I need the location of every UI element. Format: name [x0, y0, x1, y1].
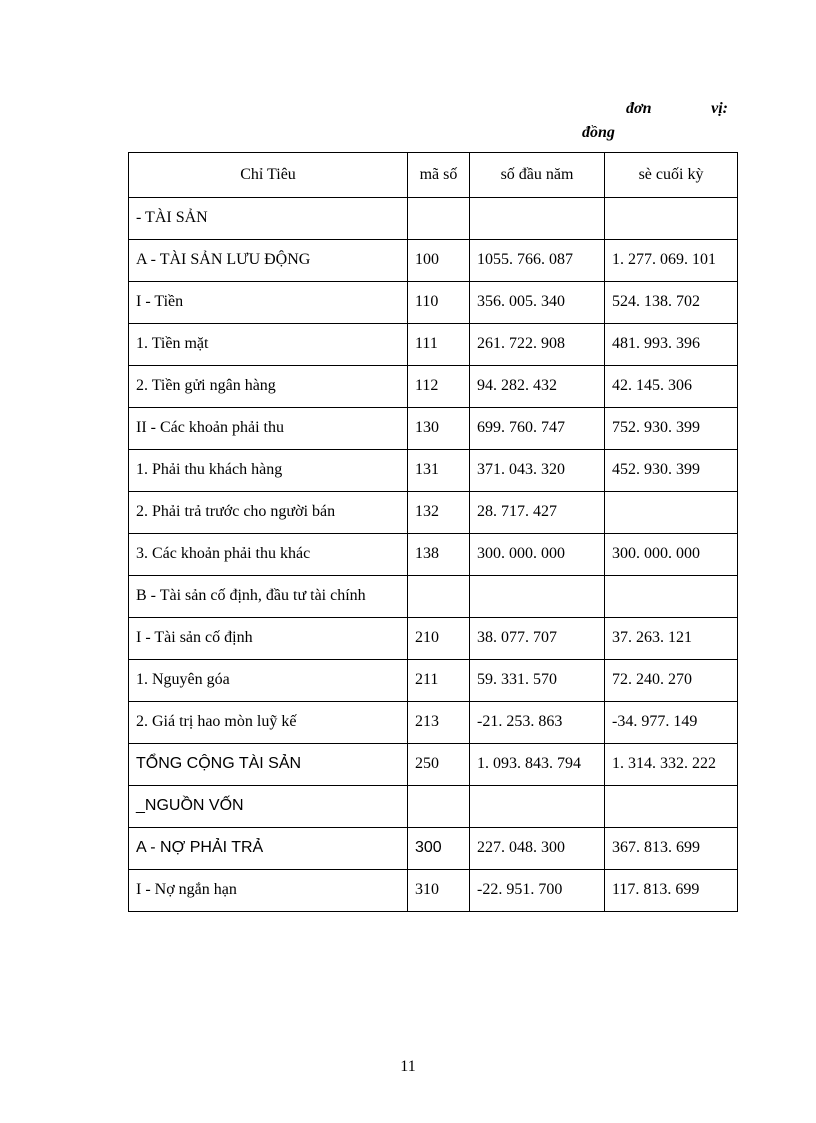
row-end-value: 42. 145. 306	[605, 366, 738, 408]
row-start-value: 1. 093. 843. 794	[470, 744, 605, 786]
row-end-value	[605, 492, 738, 534]
row-start-value: 300. 000. 000	[470, 534, 605, 576]
row-end-value: 367. 813. 699	[605, 828, 738, 870]
row-label: 1. Nguyên góa	[129, 660, 408, 702]
row-end-value	[605, 786, 738, 828]
row-label: II - Các khoản phải thu	[129, 408, 408, 450]
row-end-value	[605, 576, 738, 618]
table-row	[129, 744, 738, 786]
row-end-value: 1. 314. 332. 222	[605, 744, 738, 786]
row-start-value: 699. 760. 747	[470, 408, 605, 450]
row-code	[408, 786, 470, 828]
row-code: 131	[408, 450, 470, 492]
row-start-value	[470, 576, 605, 618]
unit-label-line2: đồng	[582, 124, 615, 141]
row-code: 210	[408, 618, 470, 660]
row-label: 3. Các khoản phải thu khác	[129, 534, 408, 576]
row-end-value: 452. 930. 399	[605, 450, 738, 492]
row-start-value: 371. 043. 320	[470, 450, 605, 492]
table-row	[129, 618, 738, 660]
table-row	[129, 702, 738, 744]
unit-label-line1: đơn vị:	[626, 100, 728, 117]
row-end-value: -34. 977. 149	[605, 702, 738, 744]
row-start-value: 59. 331. 570	[470, 660, 605, 702]
row-label: I - Tài sản cố định	[129, 618, 408, 660]
row-label: A - TÀI SẢN LƯU ĐỘNG	[129, 240, 408, 282]
row-label: _NGUỒN VỐN	[129, 786, 408, 828]
row-end-value	[605, 198, 738, 240]
row-label: I - Nợ ngắn hạn	[129, 870, 408, 912]
row-code: 250	[408, 744, 470, 786]
row-code: 100	[408, 240, 470, 282]
row-start-value: 261. 722. 908	[470, 324, 605, 366]
row-start-value	[470, 786, 605, 828]
row-code	[408, 198, 470, 240]
table-row	[129, 786, 738, 828]
row-end-value: 117. 813. 699	[605, 870, 738, 912]
row-label: B - Tài sản cố định, đầu tư tài chính	[129, 576, 408, 618]
row-code: 132	[408, 492, 470, 534]
row-start-value: 227. 048. 300	[470, 828, 605, 870]
table-row	[129, 576, 738, 618]
row-end-value: 481. 993. 396	[605, 324, 738, 366]
row-label: - TÀI SẢN	[129, 198, 408, 240]
row-start-value: 94. 282. 432	[470, 366, 605, 408]
row-start-value	[470, 198, 605, 240]
row-start-value: 356. 005. 340	[470, 282, 605, 324]
row-start-value: 1055. 766. 087	[470, 240, 605, 282]
row-end-value: 524. 138. 702	[605, 282, 738, 324]
row-label: 2. Tiền gửi ngân hàng	[129, 366, 408, 408]
header-chi-tieu: Chỉ Tiêu	[129, 153, 408, 198]
row-code: 110	[408, 282, 470, 324]
header-so-dau-nam: số đầu năm	[470, 153, 605, 198]
table-row	[129, 534, 738, 576]
row-code: 111	[408, 324, 470, 366]
header-ma-so: mã số	[408, 153, 470, 198]
table-row	[129, 660, 738, 702]
table-row	[129, 240, 738, 282]
row-code: 300	[408, 828, 470, 870]
row-code: 310	[408, 870, 470, 912]
row-start-value: 38. 077. 707	[470, 618, 605, 660]
table-row	[129, 198, 738, 240]
table-row	[129, 408, 738, 450]
page-number: 11	[400, 1058, 416, 1075]
row-label: I - Tiền	[129, 282, 408, 324]
balance-sheet-table	[128, 152, 738, 912]
table-header-row	[129, 153, 738, 198]
row-code: 211	[408, 660, 470, 702]
table-row	[129, 870, 738, 912]
row-label: 1. Tiền mặt	[129, 324, 408, 366]
header-so-cuoi-ky: sè cuối kỳ	[605, 153, 738, 198]
row-label: TỔNG CỘNG TÀI SẢN	[129, 744, 408, 786]
row-label: 1. Phải thu khách hàng	[129, 450, 408, 492]
row-label: 2. Giá trị hao mòn luỹ kế	[129, 702, 408, 744]
row-end-value: 1. 277. 069. 101	[605, 240, 738, 282]
row-end-value: 752. 930. 399	[605, 408, 738, 450]
row-end-value: 300. 000. 000	[605, 534, 738, 576]
row-label: A - NỢ PHẢI TRẢ	[129, 828, 408, 870]
row-code: 112	[408, 366, 470, 408]
table-row	[129, 282, 738, 324]
table-row	[129, 828, 738, 870]
table-row	[129, 492, 738, 534]
row-end-value: 37. 263. 121	[605, 618, 738, 660]
row-code: 130	[408, 408, 470, 450]
table-row	[129, 366, 738, 408]
table-row	[129, 450, 738, 492]
row-start-value: -22. 951. 700	[470, 870, 605, 912]
row-start-value: -21. 253. 863	[470, 702, 605, 744]
row-start-value: 28. 717. 427	[470, 492, 605, 534]
row-label: 2. Phải trả trước cho người bán	[129, 492, 408, 534]
table-row	[129, 324, 738, 366]
row-code: 138	[408, 534, 470, 576]
row-code: 213	[408, 702, 470, 744]
row-code	[408, 576, 470, 618]
row-end-value: 72. 240. 270	[605, 660, 738, 702]
